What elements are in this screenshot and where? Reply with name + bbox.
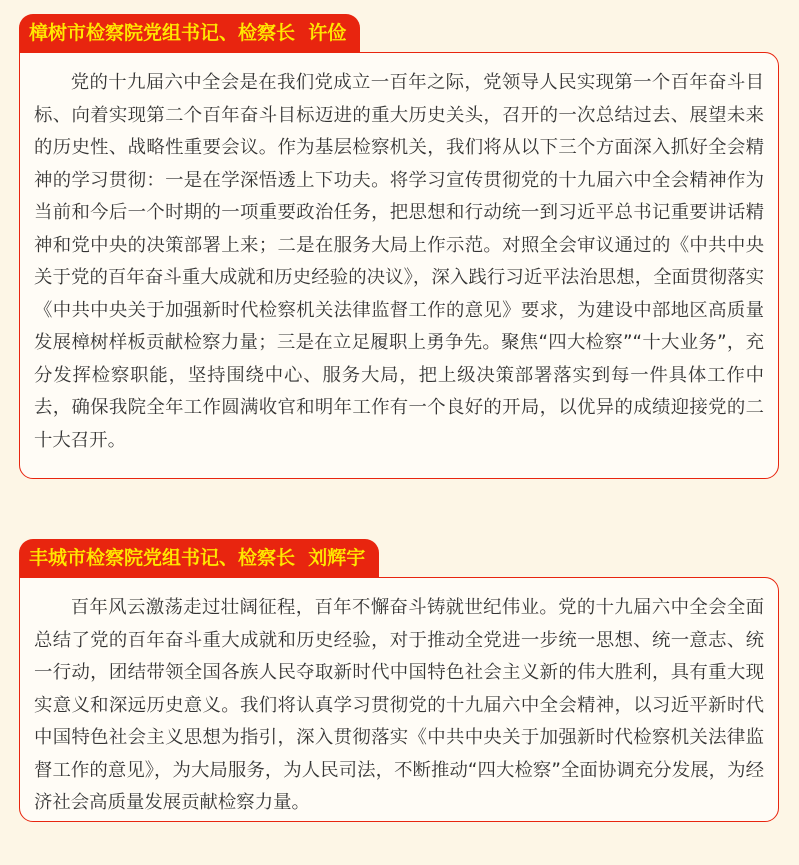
section-title-tab <box>19 14 360 53</box>
statement-paragraph: 党的十九届六中全会是在我们党成立一百年之际，党领导人民实现第一个百年奋斗目标、向着实现第二个百年奋斗目标迈进的重大历史关头，召开的一次总结过去、展望未来的历史性、战略性重要会议。作为基层检察机关，我们将从以下三个方面深入抓好全会精神的学习贯彻：一是在学深悟透上下功夫。将学习宣传贯彻党的十九届六中全会精神作为当前和今后一个时期的一项重要政治任务，把思想和行动统一到习近平总书记重要讲话精神和党中央的决策部署上来；二是在服务大局上作示范。对照全会审议通过的《中共中央关于党的百年奋斗重大成就和历史经验的决议》，深入践行习近平法治思想，全面贯彻落实《中共中央关于加强新时代检察机关法律监督工作的意见》要求，为建设中部地区高质量发展樟树样板贡献检察力量；三是在立足履职上勇争先。聚焦“四大检察”“十大业务”，充分发挥检察职能，坚持围绕中心、服务大局，把上级决策部署落实到每一件具体工作中去，确保我院全年工作圆满收官和明年工作有一个良好的开局，以优异的成绩迎接党的二十大召开。 <box>34 72 764 451</box>
statement-paragraph: 百年风云激荡走过壮阔征程，百年不懈奋斗铸就世纪伟业。党的十九届六中全会全面总结了党的百年奋斗重大成就和历史经验，对于推动全党进一步统一思想、统一意志、统一行动，团结带领全国各族人民夺取新时代中国特色社会主义新的伟大胜利，具有重大现实意义和深远历史意义。我们将认真学习贯彻党的十九届六中全会精神，以习近平新时代中国特色社会主义思想为指引，深入贯彻落实《中共中央关于加强新时代检察机关法律监督工作的意见》，为大局服务，为人民司法，不断推动“四大检察”全面协调充分发展，为经济社会高质量发展贡献检察力量。 <box>34 597 764 813</box>
section-title: 樟树市检察院党组书记、检察长 许俭 <box>29 22 347 44</box>
statement-section-liuhuiyu <box>19 539 779 822</box>
statement-box <box>19 577 779 822</box>
section-title: 丰城市检察院党组书记、检察长 刘辉宇 <box>29 547 366 569</box>
statement-section-xujian <box>19 14 779 479</box>
section-title-tab <box>19 539 379 578</box>
statement-box <box>19 52 779 479</box>
